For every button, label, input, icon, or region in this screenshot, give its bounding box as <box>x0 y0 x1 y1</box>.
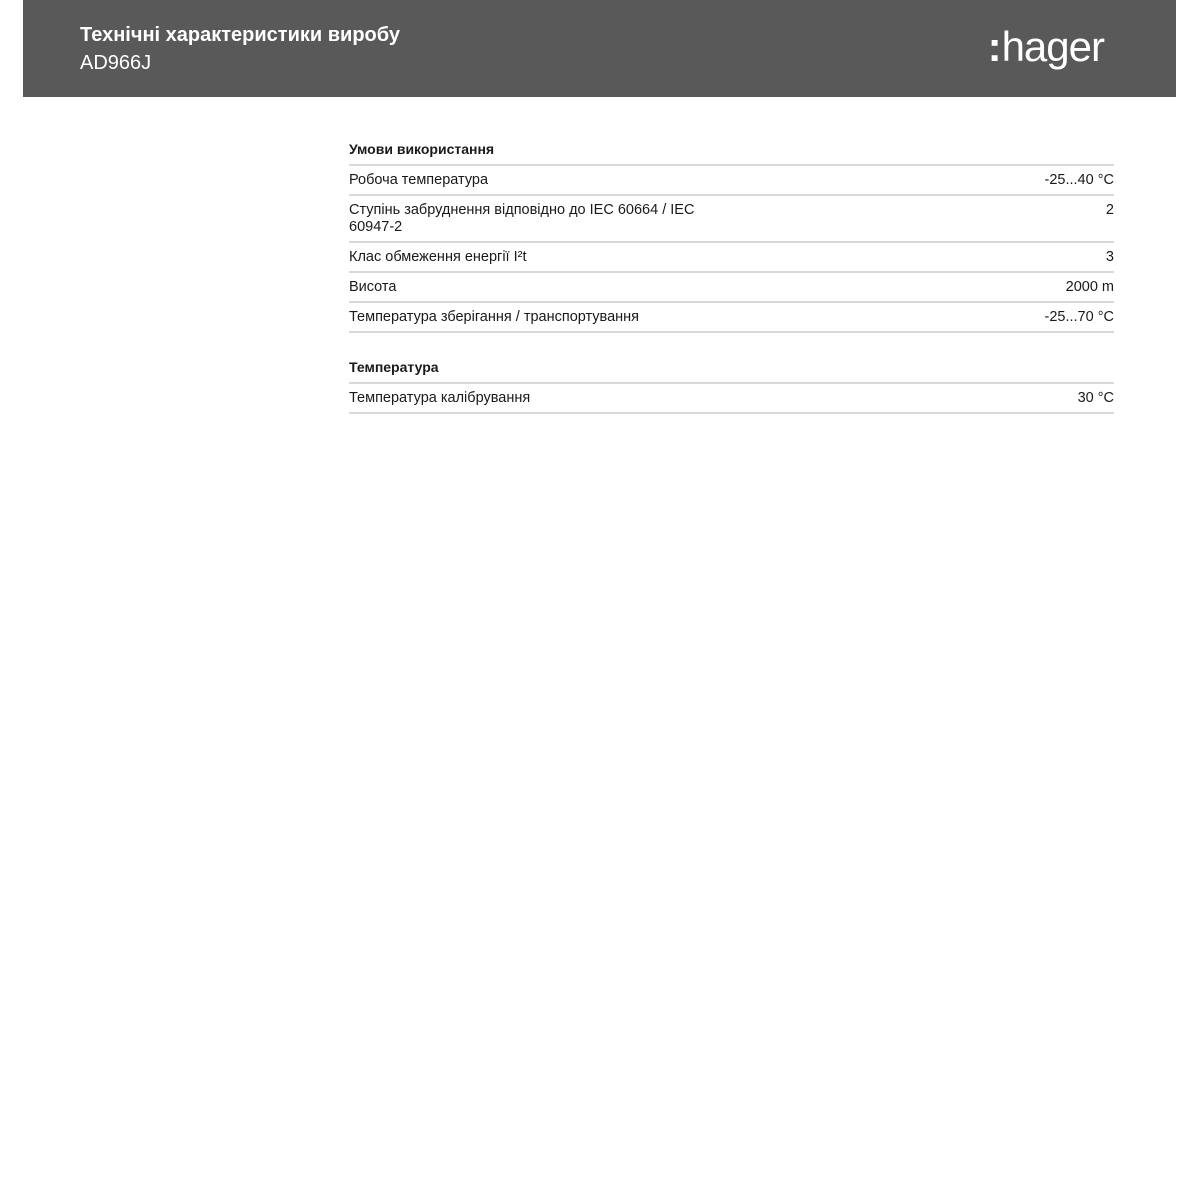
spec-section-temperature <box>349 359 1114 414</box>
spec-content <box>349 141 1114 414</box>
spec-row <box>349 243 1114 273</box>
hager-logo <box>987 23 1104 70</box>
spec-value: 2000 m <box>1065 279 1114 295</box>
page-header <box>23 0 1176 97</box>
spec-row <box>349 196 1114 243</box>
spec-label: Робоча температура <box>349 172 489 188</box>
spec-label: Ступінь забруднення відповідно до IEC 60664 / IEC 60947-2 <box>349 202 695 235</box>
spec-label: Клас обмеження енергії I²t <box>349 249 527 265</box>
spec-value: -25...40 °C <box>1044 172 1114 188</box>
spec-section-usage <box>349 141 1114 333</box>
spec-value: 30 °C <box>1077 390 1114 406</box>
spec-label: Температура калібрування <box>349 390 531 406</box>
spec-value: 2 <box>1105 202 1114 218</box>
product-code: AD966J <box>80 52 152 74</box>
spec-row <box>349 273 1114 303</box>
logo-text: hager <box>1001 23 1104 70</box>
spec-label: Температура зберігання / транспортування <box>349 309 640 325</box>
spec-row <box>349 303 1114 333</box>
spec-row <box>349 384 1114 414</box>
section-title: Температура <box>349 359 1114 384</box>
spec-value: 3 <box>1105 249 1114 265</box>
spec-label: Висота <box>349 279 397 295</box>
section-title: Умови використання <box>349 141 1114 166</box>
spec-value: -25...70 °C <box>1044 309 1114 325</box>
logo-prefix: : <box>987 23 1001 70</box>
spec-row <box>349 166 1114 196</box>
document-title: Технічні характеристики виробу <box>80 24 400 46</box>
